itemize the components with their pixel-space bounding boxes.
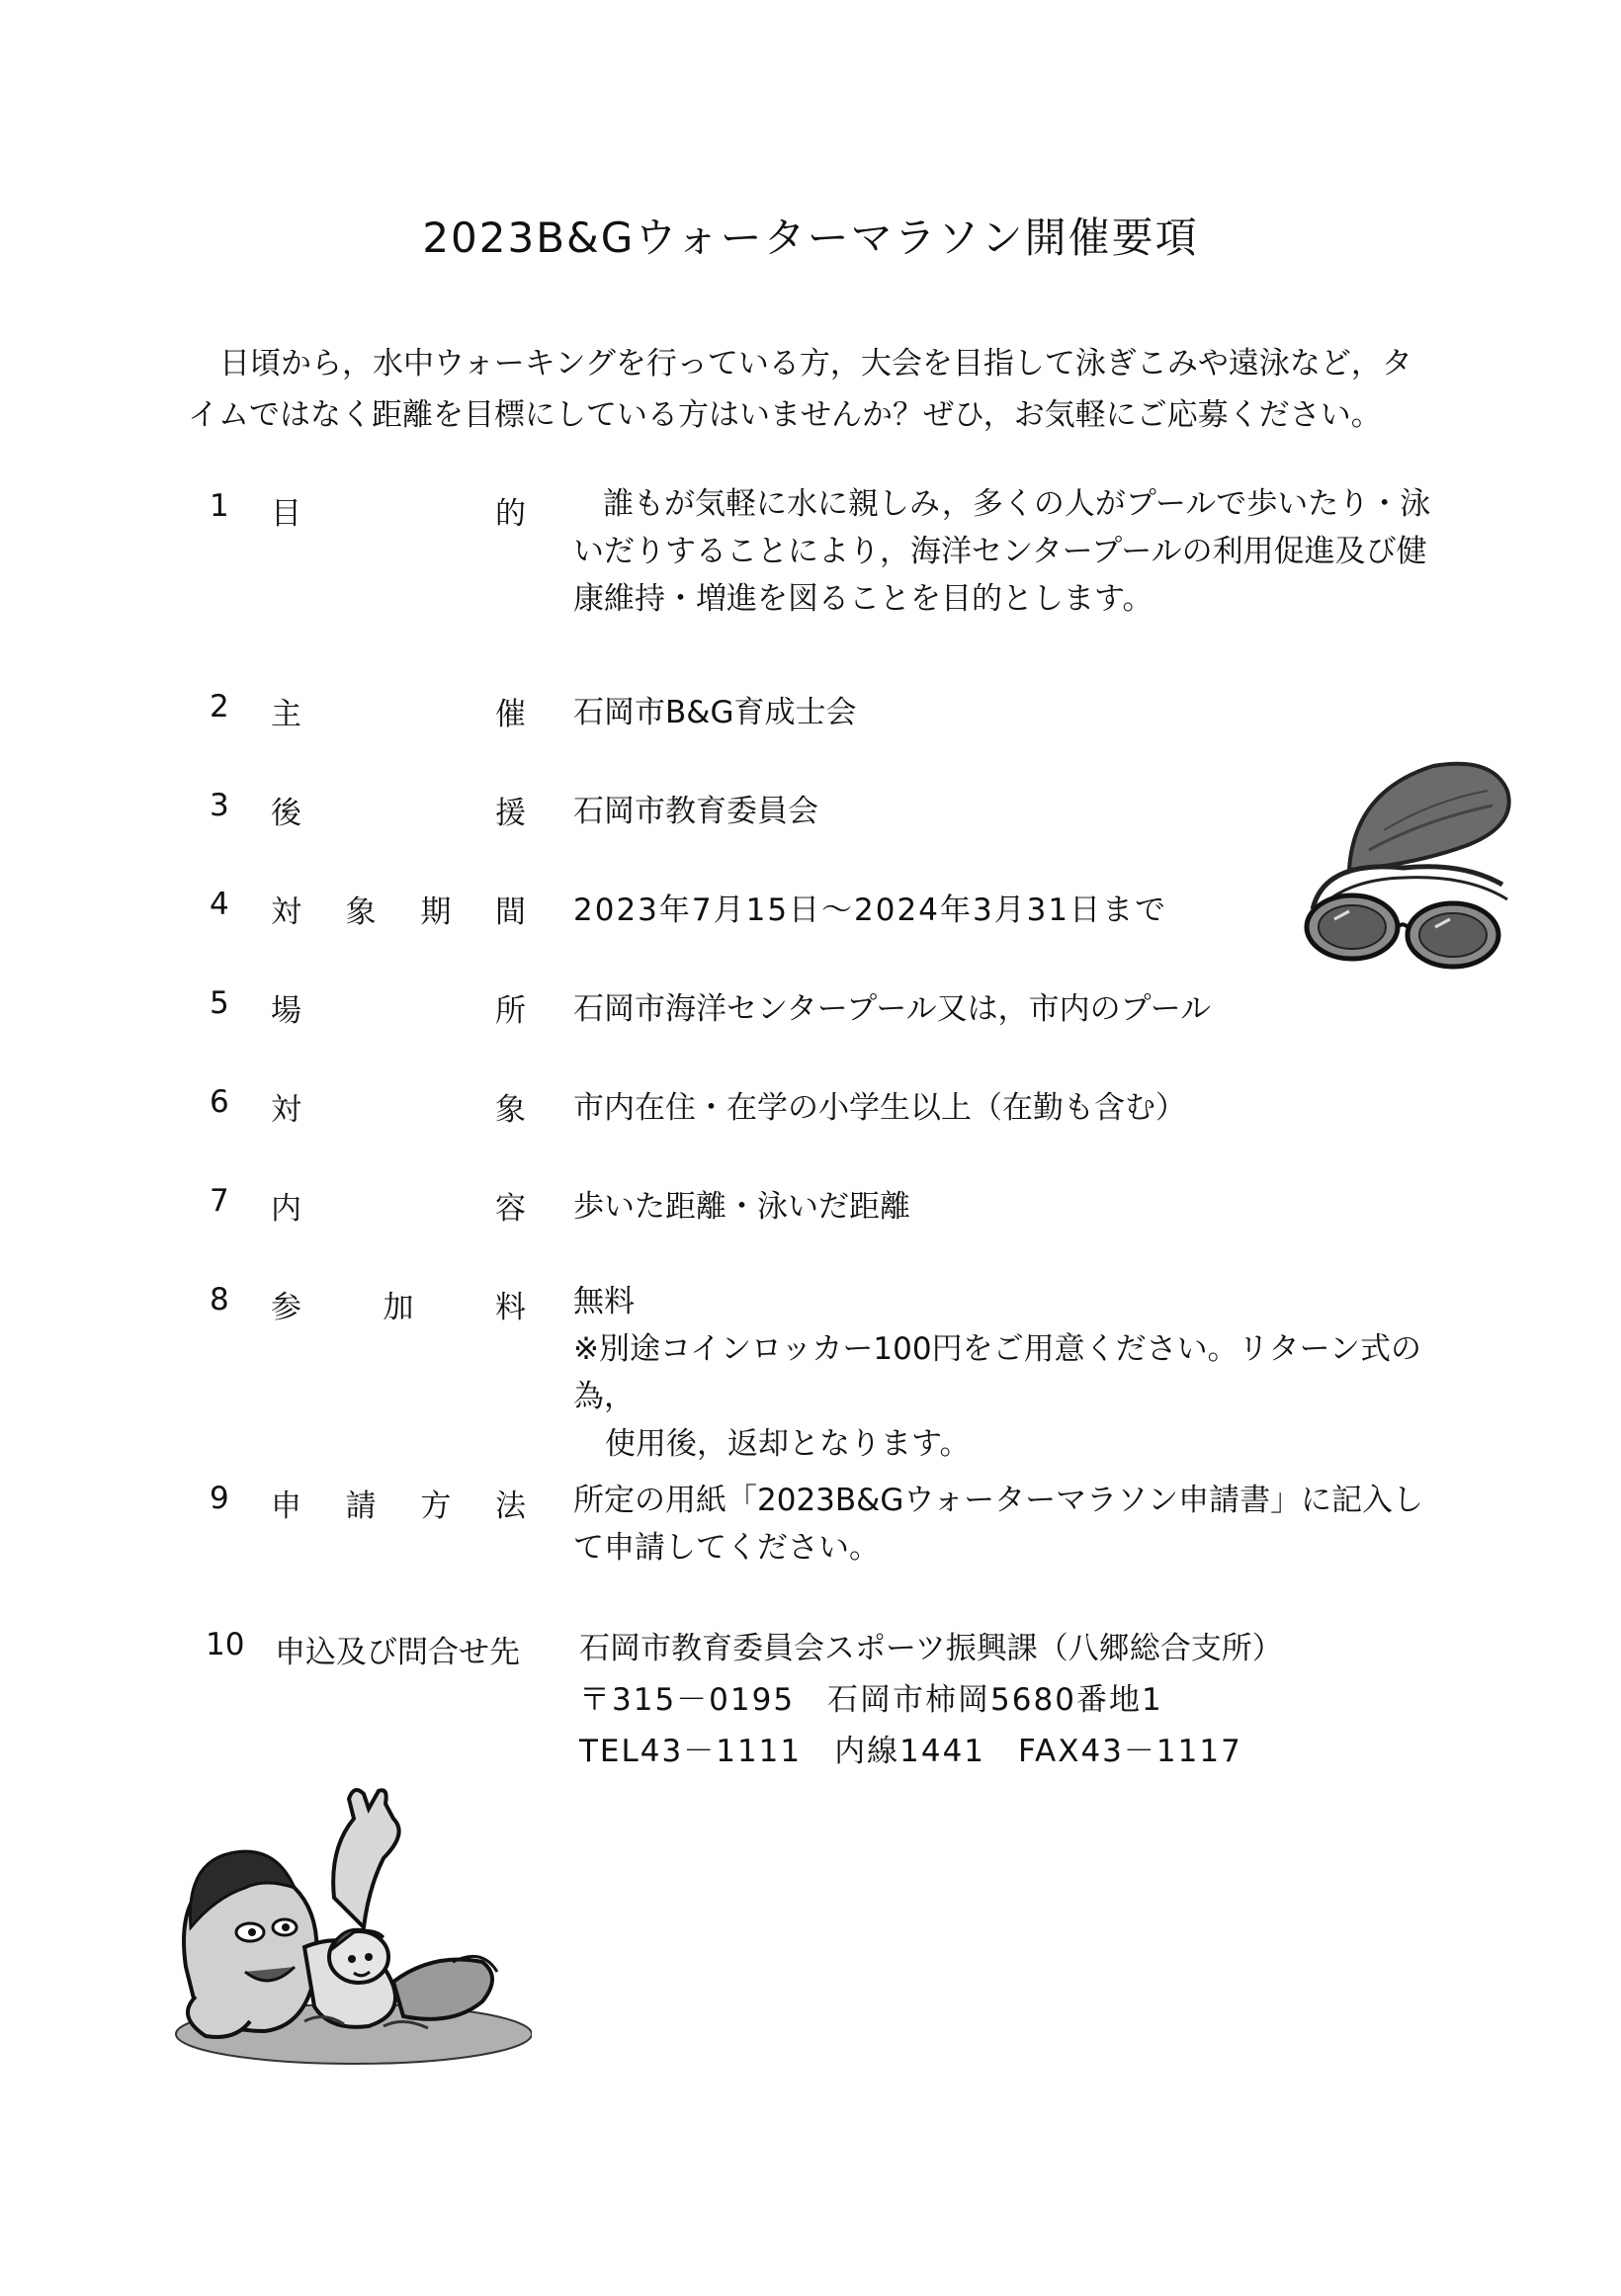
item-number: 9 — [210, 1481, 229, 1516]
item-number: 5 — [210, 985, 229, 1021]
contact-office: 石岡市教育委員会スポーツ振興課（八郷総合支所） — [579, 1631, 1283, 1666]
contact-phone: TEL43－1111 内線1441 FAX43－1117 — [579, 1734, 1242, 1769]
item-content: 誰もが気軽に水に親しみ，多くの人がプールで歩いたり・泳いだりすることにより，海洋センタープールの利用促進及び健康維持・増進を図ることを目的とします。 — [573, 486, 1431, 617]
item-number: 4 — [210, 887, 229, 922]
document-title: 2023B&Gウォーターマラソン開催要項 — [422, 213, 1199, 262]
item-label: 目 的 — [271, 496, 526, 532]
item-content: 無料 ※別途コインロッカー100円をご用意ください。リターン式の為， 使用後，返却となります。 — [573, 1278, 1431, 1468]
item-content: 石岡市教育委員会 — [573, 794, 818, 829]
item-label: 内 容 — [271, 1191, 526, 1227]
item-number: 10 — [206, 1627, 245, 1662]
item-label: 場 所 — [271, 993, 526, 1029]
item-number: 2 — [210, 689, 229, 724]
intro-paragraph: 日頃から，水中ウォーキングを行っている方，大会を目指して泳ぎこみや遠泳など，タイムではなく距離を目標にしている方はいませんか？ぜひ，お気軽にご応募ください。 — [188, 346, 1412, 433]
item-number: 3 — [210, 788, 229, 823]
item-content: 石岡市海洋センタープール又は，市内のプール — [573, 991, 1212, 1027]
item-label: 主 催 — [271, 697, 526, 732]
item-label: 申込及び問合せ先 — [275, 1635, 520, 1670]
cartoon-swimmers-icon — [156, 1779, 532, 2076]
item-number: 1 — [210, 488, 229, 524]
fee-note-continued: 使用後，返却となります。 — [605, 1426, 971, 1462]
swim-cap-goggles-icon — [1295, 751, 1522, 978]
item-content — [579, 1623, 1437, 1777]
item-label: 後 援 — [271, 796, 526, 831]
item-number: 7 — [210, 1183, 229, 1219]
item-content: 所定の用紙「2023B&Gウォーターマラソン申請書」に記入して申請してください。 — [573, 1483, 1424, 1566]
item-label: 対 象 — [271, 1092, 526, 1128]
item-content: 市内在住・在学の小学生以上（在勤も含む） — [573, 1090, 1186, 1126]
item-content: 2023年7月15日～2024年3月31日まで — [573, 893, 1168, 928]
contact-address: 〒315－0195 石岡市柿岡5680番地1 — [579, 1682, 1163, 1718]
item-number: 8 — [210, 1282, 229, 1318]
fee-note: ※別途コインロッカー100円をご用意ください。リターン式の為， — [573, 1331, 1421, 1414]
item-label: 参 加 料 — [271, 1290, 526, 1325]
item-number: 6 — [210, 1084, 229, 1120]
item-label: 対 象 期 間 — [271, 894, 526, 930]
item-label: 申 請 方 法 — [271, 1488, 526, 1524]
item-content: 石岡市B&G育成士会 — [573, 695, 857, 730]
item-content: 歩いた距離・泳いだ距離 — [573, 1189, 910, 1225]
